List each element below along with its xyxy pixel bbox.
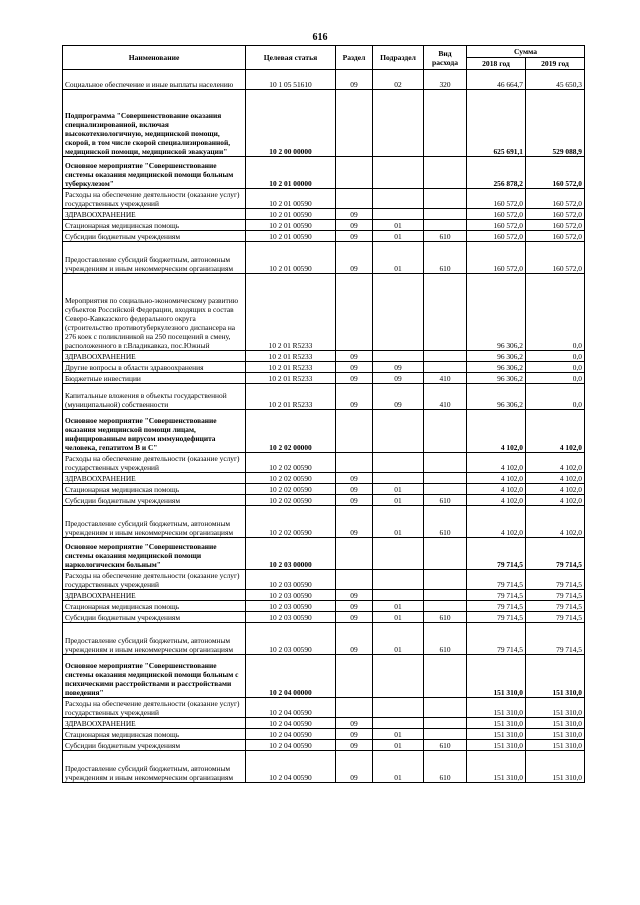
cell-expense-type [424, 351, 467, 362]
table-row [63, 220, 585, 231]
cell-sum-2018: 46 664,7 [467, 70, 526, 90]
cell-target-code: 10 2 04 00590 [246, 751, 336, 783]
cell-sum-2018: 4 102,0 [467, 506, 526, 538]
cell-sum-2018: 96 306,2 [467, 274, 526, 351]
cell-expense-type [424, 220, 467, 231]
cell-section: 09 [336, 231, 373, 242]
cell-sum-2019: 0,0 [526, 274, 585, 351]
cell-section [336, 274, 373, 351]
table-row [63, 274, 585, 351]
cell-target-code: 10 1 05 51610 [246, 70, 336, 90]
cell-subsection: 01 [373, 751, 424, 783]
cell-sum-2018: 160 572,0 [467, 231, 526, 242]
cell-expense-type [424, 484, 467, 495]
cell-name: Предоставление субсидий бюджетным, автономным учреждениям и иным некоммерческим организациям [63, 242, 246, 274]
table-row [63, 506, 585, 538]
cell-section [336, 570, 373, 590]
cell-expense-type [424, 601, 467, 612]
cell-section [336, 189, 373, 209]
cell-section [336, 538, 373, 570]
cell-sum-2019: 160 572,0 [526, 231, 585, 242]
table-row [63, 410, 585, 453]
table-body [63, 70, 585, 783]
cell-target-code: 10 2 01 R5233 [246, 384, 336, 410]
cell-expense-type [424, 410, 467, 453]
budget-table [62, 45, 585, 783]
cell-target-code: 10 2 01 00590 [246, 231, 336, 242]
cell-subsection: 09 [373, 362, 424, 373]
table-row [63, 362, 585, 373]
cell-section: 09 [336, 740, 373, 751]
cell-name: Расходы на обеспечение деятельности (оказание услуг) государственных учреждений [63, 698, 246, 718]
cell-subsection [373, 570, 424, 590]
cell-target-code: 10 2 04 00590 [246, 718, 336, 729]
cell-name: Предоставление субсидий бюджетным, автономным учреждениям и иным некоммерческим организациям [63, 751, 246, 783]
cell-sum-2018: 79 714,5 [467, 538, 526, 570]
cell-sum-2019: 4 102,0 [526, 506, 585, 538]
cell-sum-2018: 256 878,2 [467, 157, 526, 189]
cell-sum-2019: 0,0 [526, 362, 585, 373]
cell-name: Предоставление субсидий бюджетным, автономным учреждениям и иным некоммерческим организациям [63, 506, 246, 538]
cell-name: Стационарная медицинская помощь [63, 729, 246, 740]
cell-name: Основное мероприятие "Совершенствование системы оказания медицинской помощи больным с психическими расстройствами и расстройствами поведения" [63, 655, 246, 698]
cell-sum-2019: 4 102,0 [526, 410, 585, 453]
cell-section: 09 [336, 473, 373, 484]
cell-sum-2019: 79 714,5 [526, 590, 585, 601]
table-row [63, 242, 585, 274]
cell-section: 09 [336, 220, 373, 231]
cell-expense-type [424, 698, 467, 718]
cell-name: ЗДРАВООХРАНЕНИЕ [63, 209, 246, 220]
cell-expense-type [424, 157, 467, 189]
cell-expense-type [424, 718, 467, 729]
cell-sum-2018: 96 306,2 [467, 384, 526, 410]
table-row [63, 612, 585, 623]
cell-section: 09 [336, 729, 373, 740]
table-row [63, 698, 585, 718]
cell-subsection: 09 [373, 384, 424, 410]
cell-sum-2019: 79 714,5 [526, 623, 585, 655]
cell-section: 09 [336, 601, 373, 612]
cell-name: Стационарная медицинская помощь [63, 484, 246, 495]
cell-name: Бюджетные инвестиции [63, 373, 246, 384]
cell-subsection [373, 590, 424, 601]
cell-sum-2018: 96 306,2 [467, 362, 526, 373]
cell-sum-2018: 79 714,5 [467, 590, 526, 601]
cell-expense-type [424, 473, 467, 484]
header-name: Наименование [63, 46, 246, 70]
cell-section: 09 [336, 623, 373, 655]
cell-name: Основное мероприятие "Совершенствование системы оказания медицинской помощи наркологическим больным" [63, 538, 246, 570]
cell-sum-2019: 151 310,0 [526, 751, 585, 783]
cell-expense-type: 320 [424, 70, 467, 90]
cell-section: 09 [336, 590, 373, 601]
cell-target-code: 10 2 04 00590 [246, 698, 336, 718]
cell-name: ЗДРАВООХРАНЕНИЕ [63, 590, 246, 601]
cell-subsection [373, 410, 424, 453]
cell-target-code: 10 2 02 00590 [246, 495, 336, 506]
cell-sum-2019: 0,0 [526, 373, 585, 384]
cell-sum-2019: 0,0 [526, 351, 585, 362]
cell-sum-2018: 4 102,0 [467, 484, 526, 495]
cell-name: Субсидии бюджетным учреждениям [63, 740, 246, 751]
cell-sum-2019: 160 572,0 [526, 220, 585, 231]
cell-section: 09 [336, 70, 373, 90]
cell-sum-2019: 529 088,9 [526, 90, 585, 157]
cell-subsection [373, 209, 424, 220]
cell-sum-2019: 151 310,0 [526, 729, 585, 740]
cell-sum-2018: 151 310,0 [467, 718, 526, 729]
cell-sum-2019: 4 102,0 [526, 484, 585, 495]
cell-sum-2019: 151 310,0 [526, 718, 585, 729]
cell-sum-2018: 160 572,0 [467, 189, 526, 209]
cell-name: Субсидии бюджетным учреждениям [63, 612, 246, 623]
cell-expense-type [424, 590, 467, 601]
cell-subsection: 01 [373, 506, 424, 538]
cell-target-code: 10 2 01 R5233 [246, 373, 336, 384]
cell-target-code: 10 2 02 00590 [246, 506, 336, 538]
table-row [63, 209, 585, 220]
cell-expense-type: 610 [424, 740, 467, 751]
cell-sum-2019: 79 714,5 [526, 612, 585, 623]
cell-subsection [373, 274, 424, 351]
cell-expense-type: 410 [424, 373, 467, 384]
table-row [63, 590, 585, 601]
cell-expense-type: 610 [424, 506, 467, 538]
header-sum: Сумма [467, 46, 585, 58]
cell-name: ЗДРАВООХРАНЕНИЕ [63, 718, 246, 729]
cell-sum-2018: 79 714,5 [467, 612, 526, 623]
cell-target-code: 10 2 01 00590 [246, 242, 336, 274]
cell-name: Стационарная медицинская помощь [63, 220, 246, 231]
cell-name: Капитальные вложения в объекты государственной (муниципальной) собственности [63, 384, 246, 410]
cell-section [336, 90, 373, 157]
header-target: Целевая статья [246, 46, 336, 70]
cell-section [336, 157, 373, 189]
cell-target-code: 10 2 02 00590 [246, 484, 336, 495]
cell-target-code: 10 2 01 00000 [246, 157, 336, 189]
cell-expense-type: 610 [424, 242, 467, 274]
cell-sum-2018: 160 572,0 [467, 220, 526, 231]
cell-sum-2018: 4 102,0 [467, 410, 526, 453]
table-row [63, 473, 585, 484]
cell-target-code: 10 2 04 00000 [246, 655, 336, 698]
cell-section: 09 [336, 373, 373, 384]
cell-subsection: 01 [373, 484, 424, 495]
table-row [63, 373, 585, 384]
cell-sum-2019: 79 714,5 [526, 601, 585, 612]
cell-sum-2019: 151 310,0 [526, 698, 585, 718]
cell-sum-2018: 79 714,5 [467, 570, 526, 590]
header-subsection: Подраздел [373, 46, 424, 70]
cell-section: 09 [336, 506, 373, 538]
table-row [63, 623, 585, 655]
cell-expense-type [424, 453, 467, 473]
cell-target-code: 10 2 04 00590 [246, 729, 336, 740]
table-row [63, 453, 585, 473]
table-row [63, 570, 585, 590]
cell-target-code: 10 2 03 00000 [246, 538, 336, 570]
header-expense-type: Вид расхода [424, 46, 467, 70]
cell-sum-2019: 160 572,0 [526, 157, 585, 189]
cell-target-code: 10 2 03 00590 [246, 612, 336, 623]
cell-name: Основное мероприятие "Совершенствование оказания медицинской помощи лицам, инфицированным вирусом иммунодефицита человека, гепатитом В и С" [63, 410, 246, 453]
cell-sum-2018: 79 714,5 [467, 623, 526, 655]
cell-sum-2018: 151 310,0 [467, 729, 526, 740]
cell-name: Мероприятия по социально-экономическому развитию субъектов Российской Федерации, входящих в состав Северо-Кавказского федерального округа (строительство противотуберкулезного диспансера на 276 коек с поликлиникой на 250 посещений в смену, расположенного в г.Владикавказ, пос.Южный [63, 274, 246, 351]
cell-subsection [373, 538, 424, 570]
cell-target-code: 10 2 03 00590 [246, 590, 336, 601]
table-row [63, 384, 585, 410]
table-row [63, 729, 585, 740]
cell-name: Расходы на обеспечение деятельности (оказание услуг) государственных учреждений [63, 570, 246, 590]
cell-sum-2018: 160 572,0 [467, 209, 526, 220]
cell-section: 09 [336, 351, 373, 362]
cell-section: 09 [336, 242, 373, 274]
table-row [63, 351, 585, 362]
cell-subsection [373, 351, 424, 362]
cell-expense-type [424, 538, 467, 570]
cell-subsection: 02 [373, 70, 424, 90]
cell-subsection: 01 [373, 623, 424, 655]
cell-sum-2019: 45 650,3 [526, 70, 585, 90]
cell-target-code: 10 2 02 00590 [246, 453, 336, 473]
cell-sum-2018: 4 102,0 [467, 495, 526, 506]
cell-sum-2018: 625 691,1 [467, 90, 526, 157]
cell-sum-2019: 4 102,0 [526, 473, 585, 484]
cell-sum-2018: 96 306,2 [467, 373, 526, 384]
cell-subsection: 01 [373, 495, 424, 506]
cell-sum-2019: 160 572,0 [526, 242, 585, 274]
cell-sum-2019: 151 310,0 [526, 655, 585, 698]
cell-sum-2019: 151 310,0 [526, 740, 585, 751]
cell-expense-type [424, 729, 467, 740]
table-row [63, 601, 585, 612]
table-row [63, 751, 585, 783]
cell-section: 09 [336, 495, 373, 506]
cell-name: ЗДРАВООХРАНЕНИЕ [63, 473, 246, 484]
cell-sum-2018: 160 572,0 [467, 242, 526, 274]
cell-subsection [373, 698, 424, 718]
cell-subsection: 01 [373, 220, 424, 231]
cell-name: Основное мероприятие "Совершенствование системы оказания медицинской помощи больным туберкулезом" [63, 157, 246, 189]
cell-expense-type [424, 189, 467, 209]
table-row [63, 90, 585, 157]
cell-sum-2019: 79 714,5 [526, 570, 585, 590]
cell-target-code: 10 2 01 00590 [246, 220, 336, 231]
cell-subsection [373, 473, 424, 484]
cell-name: Другие вопросы в области здравоохранения [63, 362, 246, 373]
cell-section: 09 [336, 718, 373, 729]
cell-target-code: 10 2 01 R5233 [246, 351, 336, 362]
cell-name: Социальное обеспечение и иные выплаты населению [63, 70, 246, 90]
cell-expense-type [424, 90, 467, 157]
cell-section [336, 655, 373, 698]
cell-target-code: 10 2 02 00000 [246, 410, 336, 453]
cell-name: Стационарная медицинская помощь [63, 601, 246, 612]
cell-sum-2018: 151 310,0 [467, 698, 526, 718]
cell-expense-type [424, 274, 467, 351]
cell-sum-2019: 79 714,5 [526, 538, 585, 570]
table-row [63, 538, 585, 570]
cell-subsection: 01 [373, 231, 424, 242]
cell-sum-2018: 4 102,0 [467, 473, 526, 484]
header-year-2018: 2018 год [467, 58, 526, 70]
cell-subsection [373, 655, 424, 698]
cell-subsection: 01 [373, 729, 424, 740]
table-row [63, 740, 585, 751]
cell-expense-type: 610 [424, 495, 467, 506]
page-number: 616 [312, 32, 328, 43]
cell-subsection [373, 453, 424, 473]
cell-expense-type [424, 209, 467, 220]
cell-name: Субсидии бюджетным учреждениям [63, 231, 246, 242]
table-row [63, 70, 585, 90]
cell-sum-2018: 151 310,0 [467, 740, 526, 751]
cell-section: 09 [336, 362, 373, 373]
cell-expense-type [424, 655, 467, 698]
cell-expense-type: 410 [424, 384, 467, 410]
cell-expense-type: 610 [424, 623, 467, 655]
cell-section: 09 [336, 384, 373, 410]
cell-expense-type: 610 [424, 751, 467, 783]
cell-target-code: 10 2 04 00590 [246, 740, 336, 751]
table-row [63, 495, 585, 506]
cell-subsection: 09 [373, 373, 424, 384]
cell-sum-2018: 151 310,0 [467, 655, 526, 698]
cell-section [336, 410, 373, 453]
cell-subsection: 01 [373, 242, 424, 274]
cell-subsection [373, 718, 424, 729]
table-row [63, 157, 585, 189]
cell-name: Расходы на обеспечение деятельности (оказание услуг) государственных учреждений [63, 189, 246, 209]
cell-name: Предоставление субсидий бюджетным, автономным учреждениям и иным некоммерческим организациям [63, 623, 246, 655]
table-row [63, 655, 585, 698]
cell-name: ЗДРАВООХРАНЕНИЕ [63, 351, 246, 362]
cell-subsection: 01 [373, 612, 424, 623]
cell-sum-2019: 160 572,0 [526, 209, 585, 220]
cell-expense-type: 610 [424, 612, 467, 623]
cell-subsection: 01 [373, 740, 424, 751]
cell-subsection [373, 189, 424, 209]
cell-target-code: 10 2 01 00590 [246, 209, 336, 220]
header-year-2019: 2019 год [526, 58, 585, 70]
table-row [63, 189, 585, 209]
cell-expense-type [424, 570, 467, 590]
cell-subsection: 01 [373, 601, 424, 612]
cell-section: 09 [336, 209, 373, 220]
cell-target-code: 10 2 01 00590 [246, 189, 336, 209]
cell-name: Подпрограмма "Совершенствование оказания специализированной, включая высокотехнологичную, медицинской помощи, скорой, в том числе скорой специализированной, медицинской помощи, медицинской эвакуации" [63, 90, 246, 157]
cell-sum-2019: 160 572,0 [526, 189, 585, 209]
cell-sum-2018: 4 102,0 [467, 453, 526, 473]
cell-sum-2019: 4 102,0 [526, 495, 585, 506]
cell-sum-2018: 96 306,2 [467, 351, 526, 362]
cell-subsection [373, 157, 424, 189]
table-row [63, 484, 585, 495]
cell-section: 09 [336, 751, 373, 783]
cell-expense-type [424, 362, 467, 373]
cell-sum-2018: 79 714,5 [467, 601, 526, 612]
cell-section [336, 453, 373, 473]
table-row [63, 718, 585, 729]
cell-section: 09 [336, 484, 373, 495]
table-row [63, 231, 585, 242]
cell-section: 09 [336, 612, 373, 623]
cell-sum-2019: 4 102,0 [526, 453, 585, 473]
cell-expense-type: 610 [424, 231, 467, 242]
cell-sum-2018: 151 310,0 [467, 751, 526, 783]
cell-name: Субсидии бюджетным учреждениям [63, 495, 246, 506]
cell-name: Расходы на обеспечение деятельности (оказание услуг) государственных учреждений [63, 453, 246, 473]
cell-target-code: 10 2 03 00590 [246, 570, 336, 590]
cell-subsection [373, 90, 424, 157]
cell-target-code: 10 2 03 00590 [246, 601, 336, 612]
cell-target-code: 10 2 02 00590 [246, 473, 336, 484]
cell-sum-2019: 0,0 [526, 384, 585, 410]
cell-target-code: 10 2 01 R5233 [246, 274, 336, 351]
header-section: Раздел [336, 46, 373, 70]
cell-target-code: 10 2 00 00000 [246, 90, 336, 157]
cell-target-code: 10 2 03 00590 [246, 623, 336, 655]
cell-section [336, 698, 373, 718]
cell-target-code: 10 2 01 R5233 [246, 362, 336, 373]
